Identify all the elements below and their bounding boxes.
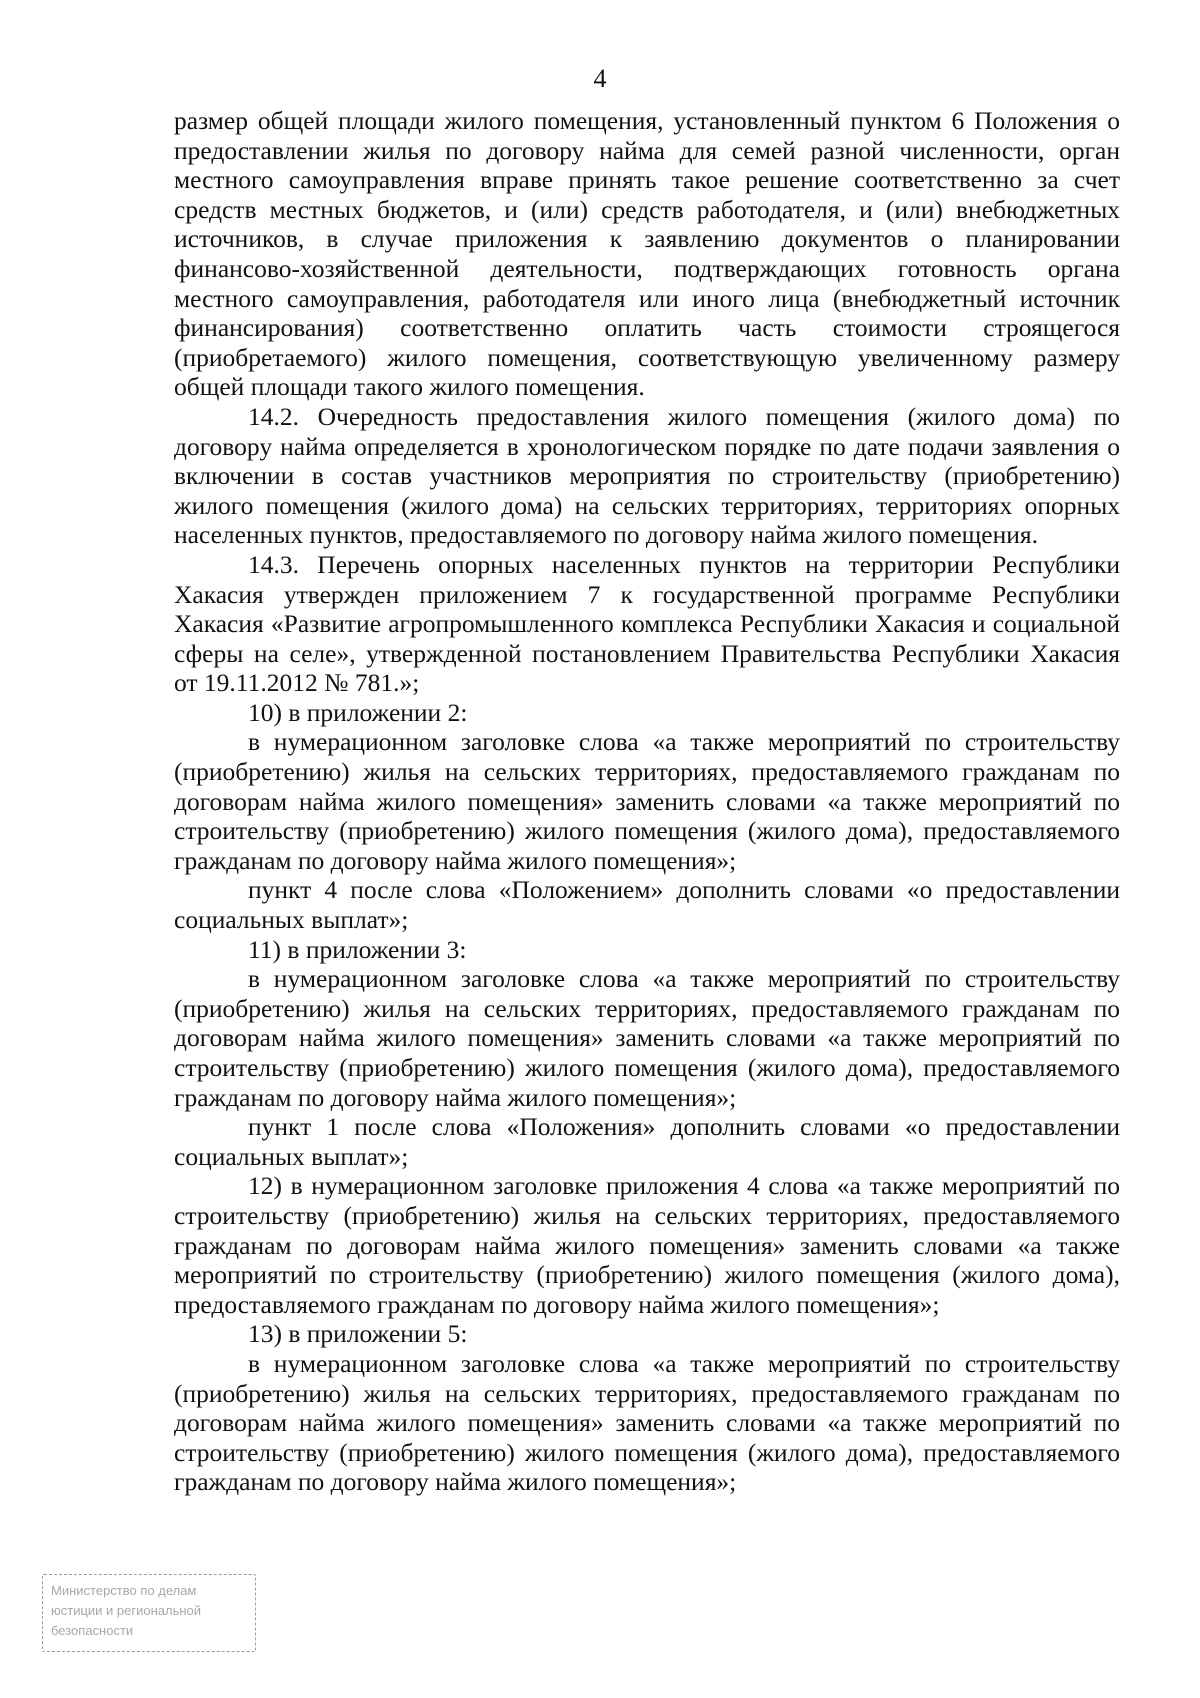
paragraph: в нумерационном заголовке слова «а также мероприятий по строительству (приобретению) жилья на сельских территориях, предоставляемого гражданам по договорам найма жилого помещения» заменить словами «а также мероприятий по строительству (приобретению) жилого помещения (жилого дома), предоставляемого гражданам по договору найма жилого помещения»; [174, 964, 1120, 1112]
paragraph: 13) в приложении 5: [248, 1319, 468, 1349]
paragraph: 14.2. Очередность предоставления жилого помещения (жилого дома) по договору найма определяется в хронологическом порядке по дате подачи заявления о включении в состав участников мероприятия по строительству (приобретению) жилого помещения (жилого дома) на сельских территориях, территориях опорных населенных пунктов, предоставляемого по договору найма жилого помещения. [174, 401, 1120, 550]
paragraph: пункт 1 после слова «Положения» дополнить словами «о предоставлении социальных выплат»; [174, 1112, 1120, 1171]
paragraph: 11) в приложении 3: [248, 934, 467, 964]
paragraph: в нумерационном заголовке слова «а также мероприятий по строительству (приобретению) жилья на сельских территориях, предоставляемого гражданам по договорам найма жилого помещения» заменить словами «а также мероприятий по строительству (приобретению) жилого помещения (жилого дома), предоставляемого гражданам по договору найма жилого помещения»; [174, 1348, 1120, 1497]
stamp-line-3: безопасности [51, 1623, 134, 1638]
paragraph: 12) в нумерационном заголовке приложения 4 слова «а также мероприятий по строительству (приобретению) жилья на сельских территориях, предоставляемого гражданам по договорам найма жилого помещения» заменить словами «а также мероприятий по строительству (приобретению) жилого помещения (жилого дома), предоставляемого гражданам по договору найма жилого помещения»; [174, 1171, 1120, 1319]
paragraph: 14.3. Перечень опорных населенных пунктов на территории Республики Хакасия утвержден приложением 7 к государственной программе Республики Хакасия «Развитие агропромышленного комплекса Республики Хакасия и социальной сферы на селе», утвержденной постановлением Правительства Республики Хакасия от 19.11.2012 № 781.»; [174, 549, 1120, 698]
stamp-line-2: юстиции и региональной [51, 1603, 202, 1618]
paragraph: 10) в приложении 2: [248, 697, 468, 727]
paragraph: размер общей площади жилого помещения, установленный пунктом 6 Положения о предоставлении жилья по договору найма для семей разной численности, орган местного самоуправления вправе принять такое решение соответственно за счет средств местных бюджетов, и (или) средств работодателя, и (или) внебюджетных источников, в случае приложения к заявлению документов о планировании финансово-хозяйственной деятельности, подтверждающих готовность органа местного самоуправления, работодателя или иного лица (внебюджетный источник финансирования) соответственно оплатить часть стоимости строящегося (приобретаемого) жилого помещения, соответствующую увеличенному размеру общей площади такого жилого помещения. [174, 106, 1120, 402]
page-number: 4 [593, 64, 607, 93]
registration-stamp [42, 1574, 256, 1652]
document-body [174, 106, 1120, 1497]
paragraph: в нумерационном заголовке слова «а также мероприятий по строительству (приобретению) жилья на сельских территориях, предоставляемого гражданам по договорам найма жилого помещения» заменить словами «а также мероприятий по строительству (приобретению) жилого помещения (жилого дома), предоставляемого гражданам по договору найма жилого помещения»; [174, 727, 1120, 875]
paragraph: пункт 4 после слова «Положением» дополнить словами «о предоставлении социальных выплат»; [174, 875, 1120, 935]
stamp-line-1: Министерство по делам [51, 1583, 197, 1598]
